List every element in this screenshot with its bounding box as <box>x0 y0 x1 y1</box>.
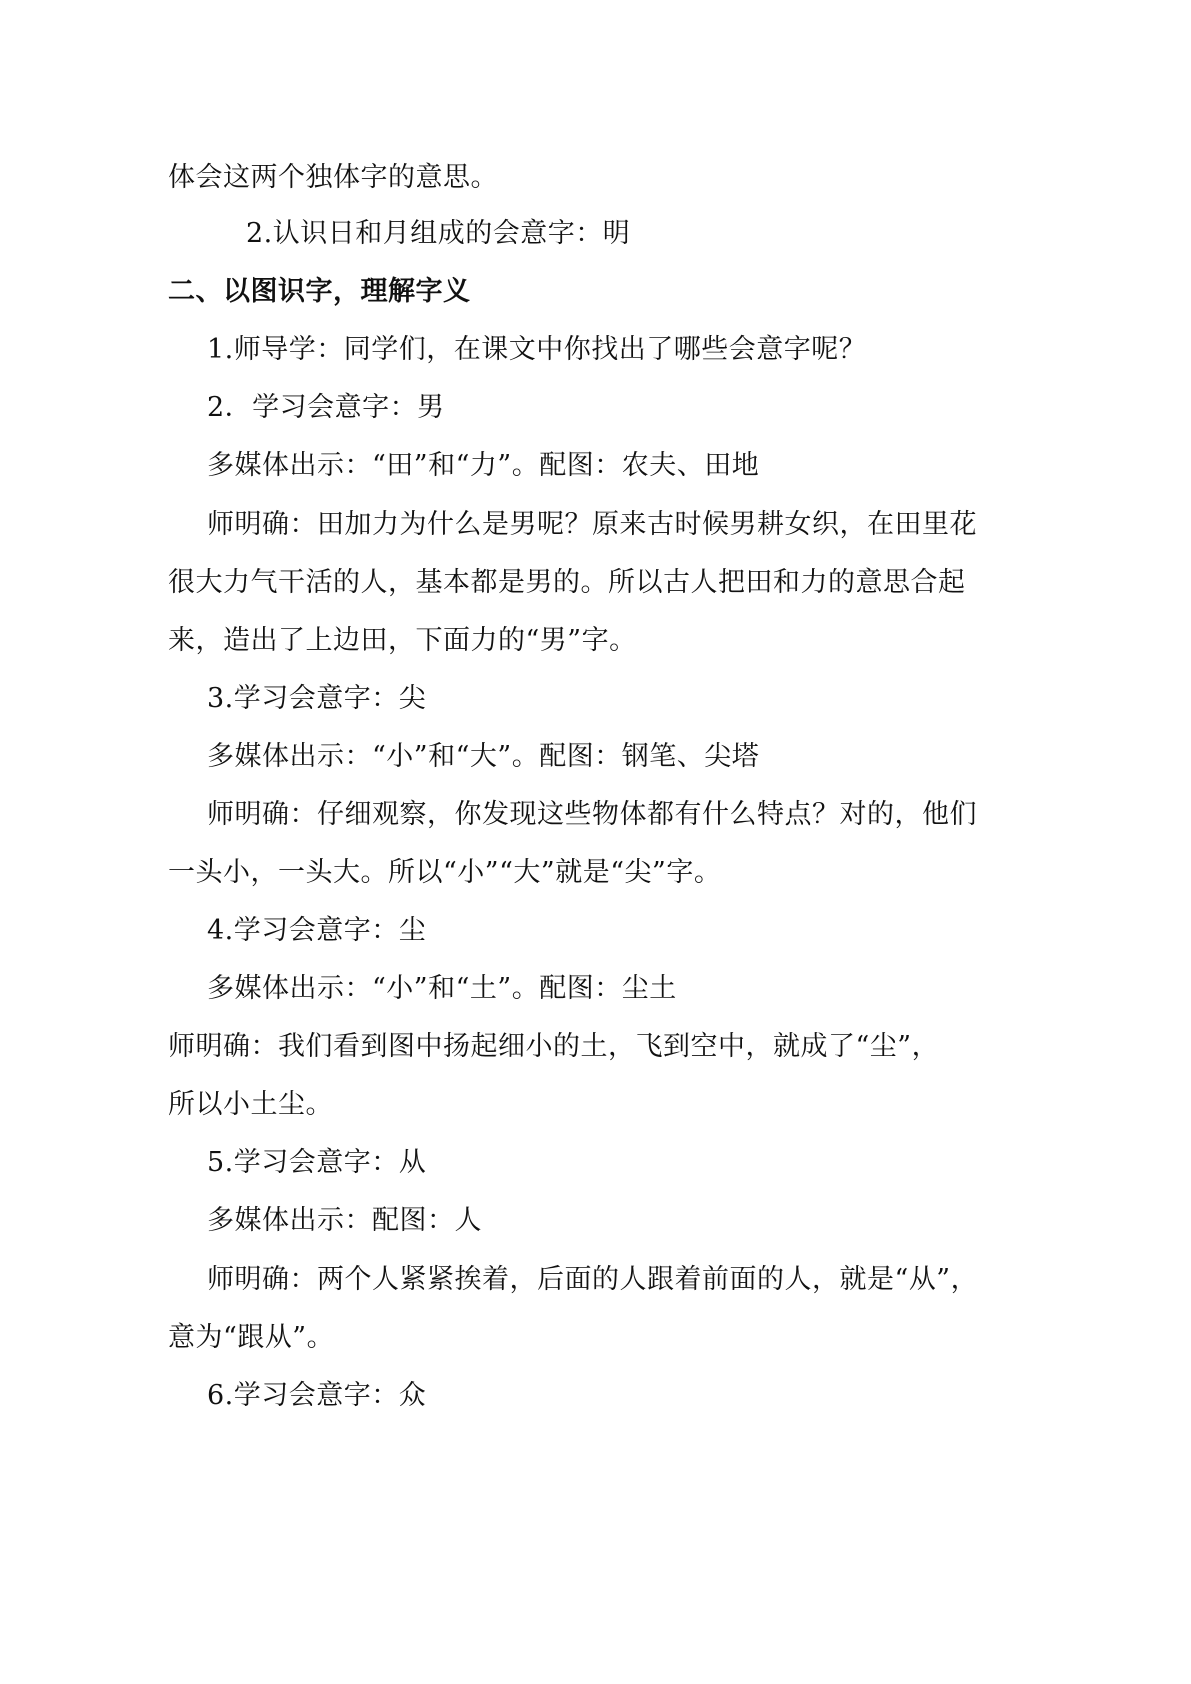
list-item: 5.学习会意字：从 <box>207 1147 427 1178</box>
paragraph-line: 师明确：我们看到图中扬起细小的土，飞到空中，就成了“尘”， <box>168 1031 940 1062</box>
paragraph-line: 多媒体出示：“田”和“力”。配图：农夫、田地 <box>207 450 760 481</box>
paragraph-line: 所以小土尘。 <box>168 1089 333 1120</box>
paragraph-line: 很大力气干活的人，基本都是男的。所以古人把田和力的意思合起 <box>168 567 966 598</box>
paragraph-line: 多媒体出示：“小”和“大”。配图：钢笔、尖塔 <box>207 741 760 772</box>
paragraph-line: 意为“跟从”。 <box>168 1322 335 1353</box>
list-item: 4.学习会意字：尘 <box>207 915 427 946</box>
list-item: 6.学习会意字：众 <box>207 1380 427 1411</box>
paragraph-line: 一头小，一头大。所以“小”“大”就是“尖”字。 <box>168 857 722 888</box>
paragraph-line: 多媒体出示：“小”和“土”。配图：尘土 <box>207 973 677 1004</box>
paragraph-line: 来，造出了上边田，下面力的“男”字。 <box>168 625 637 656</box>
paragraph-line: 师明确：仔细观察，你发现这些物体都有什么特点？对的，他们 <box>207 799 977 830</box>
list-item: 2．学习会意字：男 <box>207 392 445 423</box>
section-heading: 二、以图识字，理解字义 <box>168 276 471 307</box>
paragraph-line: 师明确：两个人紧紧挨着，后面的人跟着前面的人，就是“从”， <box>207 1264 979 1295</box>
list-item: 3.学习会意字：尖 <box>207 683 427 714</box>
list-item: 1.师导学：同学们，在课文中你找出了哪些会意字呢？ <box>207 334 867 365</box>
paragraph-line: 体会这两个独体字的意思。 <box>168 162 498 193</box>
paragraph-line: 多媒体出示：配图：人 <box>207 1205 482 1236</box>
list-item: 2.认识日和月组成的会意字：明 <box>246 218 631 249</box>
paragraph-line: 师明确：田加力为什么是男呢？原来古时候男耕女织，在田里花 <box>207 509 977 540</box>
